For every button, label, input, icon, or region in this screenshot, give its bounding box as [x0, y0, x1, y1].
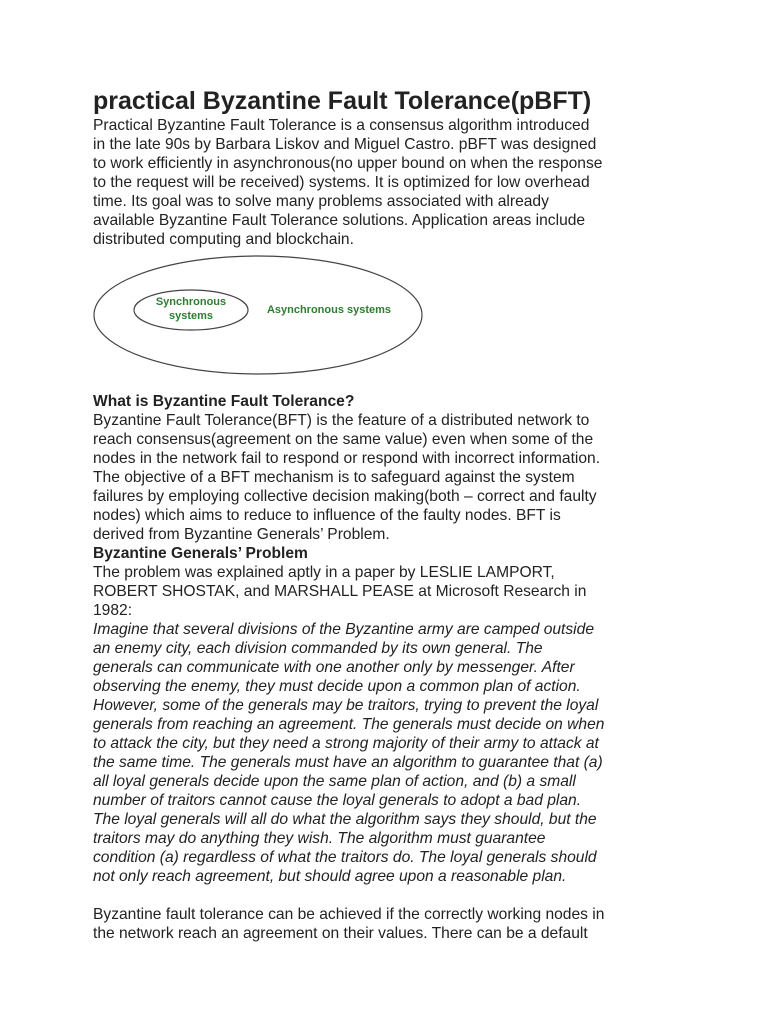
quote-line: traitors may do anything they wish. The algorithm must guarantee — [93, 830, 546, 847]
quote-line: not only reach agreement, but should agree upon a reasonable plan. — [93, 868, 567, 885]
quote-line: an enemy city, each division commanded by its own general. The — [93, 640, 543, 657]
quote-line: all loyal generals decide upon the same plan of action, and (b) a small — [93, 773, 576, 790]
text-line: The problem was explained aptly in a paper by LESLIE LAMPORT, — [93, 564, 555, 581]
generals-paragraph — [93, 563, 693, 620]
text-line: to work efficiently in asynchronous(no upper bound on when the response — [93, 155, 603, 172]
text-line: Byzantine Fault Tolerance(BFT) is the feature of a distributed network to — [93, 412, 590, 429]
generals-quote — [93, 620, 693, 886]
quote-line: The loyal generals will all do what the algorithm says they should, but the — [93, 811, 597, 828]
text-line: Practical Byzantine Fault Tolerance is a consensus algorithm introduced — [93, 117, 590, 134]
quote-line: condition (a) regardless of what the traitors do. The loyal generals should — [93, 849, 597, 866]
text-line: Byzantine fault tolerance can be achieved if the correctly working nodes in — [93, 906, 605, 923]
document-page — [93, 86, 693, 943]
quote-line: to attack the city, but they need a strong majority of their army to attack at — [93, 735, 599, 752]
page-title: practical Byzantine Fault Tolerance(pBFT) — [93, 87, 592, 115]
text-line: ROBERT SHOSTAK, and MARSHALL PEASE at Microsoft Research in — [93, 583, 587, 600]
systems-diagram — [93, 254, 433, 384]
section-heading-generals: Byzantine Generals’ Problem — [93, 545, 308, 562]
quote-line: observing the enemy, they must decide upon a common plan of action. — [93, 678, 581, 695]
quote-line: the same time. The generals must have an algorithm to guarantee that (a) — [93, 754, 603, 771]
text-line: failures by employing collective decision making(both – correct and faulty — [93, 488, 597, 505]
text-line: available Byzantine Fault Tolerance solutions. Application areas include — [93, 212, 586, 229]
quote-line: However, some of the generals may be traitors, trying to prevent the loyal — [93, 697, 599, 714]
section-heading-bft: What is Byzantine Fault Tolerance? — [93, 393, 355, 410]
text-line: the network reach an agreement on their values. There can be a default — [93, 925, 588, 942]
synchronous-label-line-2: systems — [168, 310, 214, 322]
bft-paragraph — [93, 411, 693, 544]
quote-line: number of traitors cannot cause the loyal generals to adopt a bad plan. — [93, 792, 582, 809]
text-line: time. Its goal was to solve many problems associated with already — [93, 193, 549, 210]
quote-line: generals can communicate with one another only by messenger. After — [93, 659, 575, 676]
quote-line: Imagine that several divisions of the Byzantine army are camped outside — [93, 621, 594, 638]
text-line: 1982: — [93, 602, 133, 619]
text-line: derived from Byzantine Generals’ Problem. — [93, 526, 390, 543]
text-line: reach consensus(agreement on the same value) even when some of the — [93, 431, 594, 448]
text-line: in the late 90s by Barbara Liskov and Miguel Castro. pBFT was designed — [93, 136, 597, 153]
text-line: The objective of a BFT mechanism is to safeguard against the system — [93, 469, 575, 486]
closing-paragraph — [93, 905, 693, 943]
asynchronous-label: Asynchronous systems — [266, 304, 392, 316]
text-line: to the request will be received) systems. It is optimized for low overhead — [93, 174, 590, 191]
quote-line: generals from reaching an agreement. The generals must decide on when — [93, 716, 605, 733]
synchronous-label-line-1: Synchronous — [155, 296, 227, 308]
text-line: distributed computing and blockchain. — [93, 231, 354, 248]
paragraph-gap — [93, 886, 693, 905]
intro-paragraph — [93, 116, 693, 249]
text-line: nodes) which aims to reduce to influence of the faulty nodes. BFT is — [93, 507, 561, 524]
text-line: nodes in the network fail to respond or respond with incorrect information. — [93, 450, 601, 467]
